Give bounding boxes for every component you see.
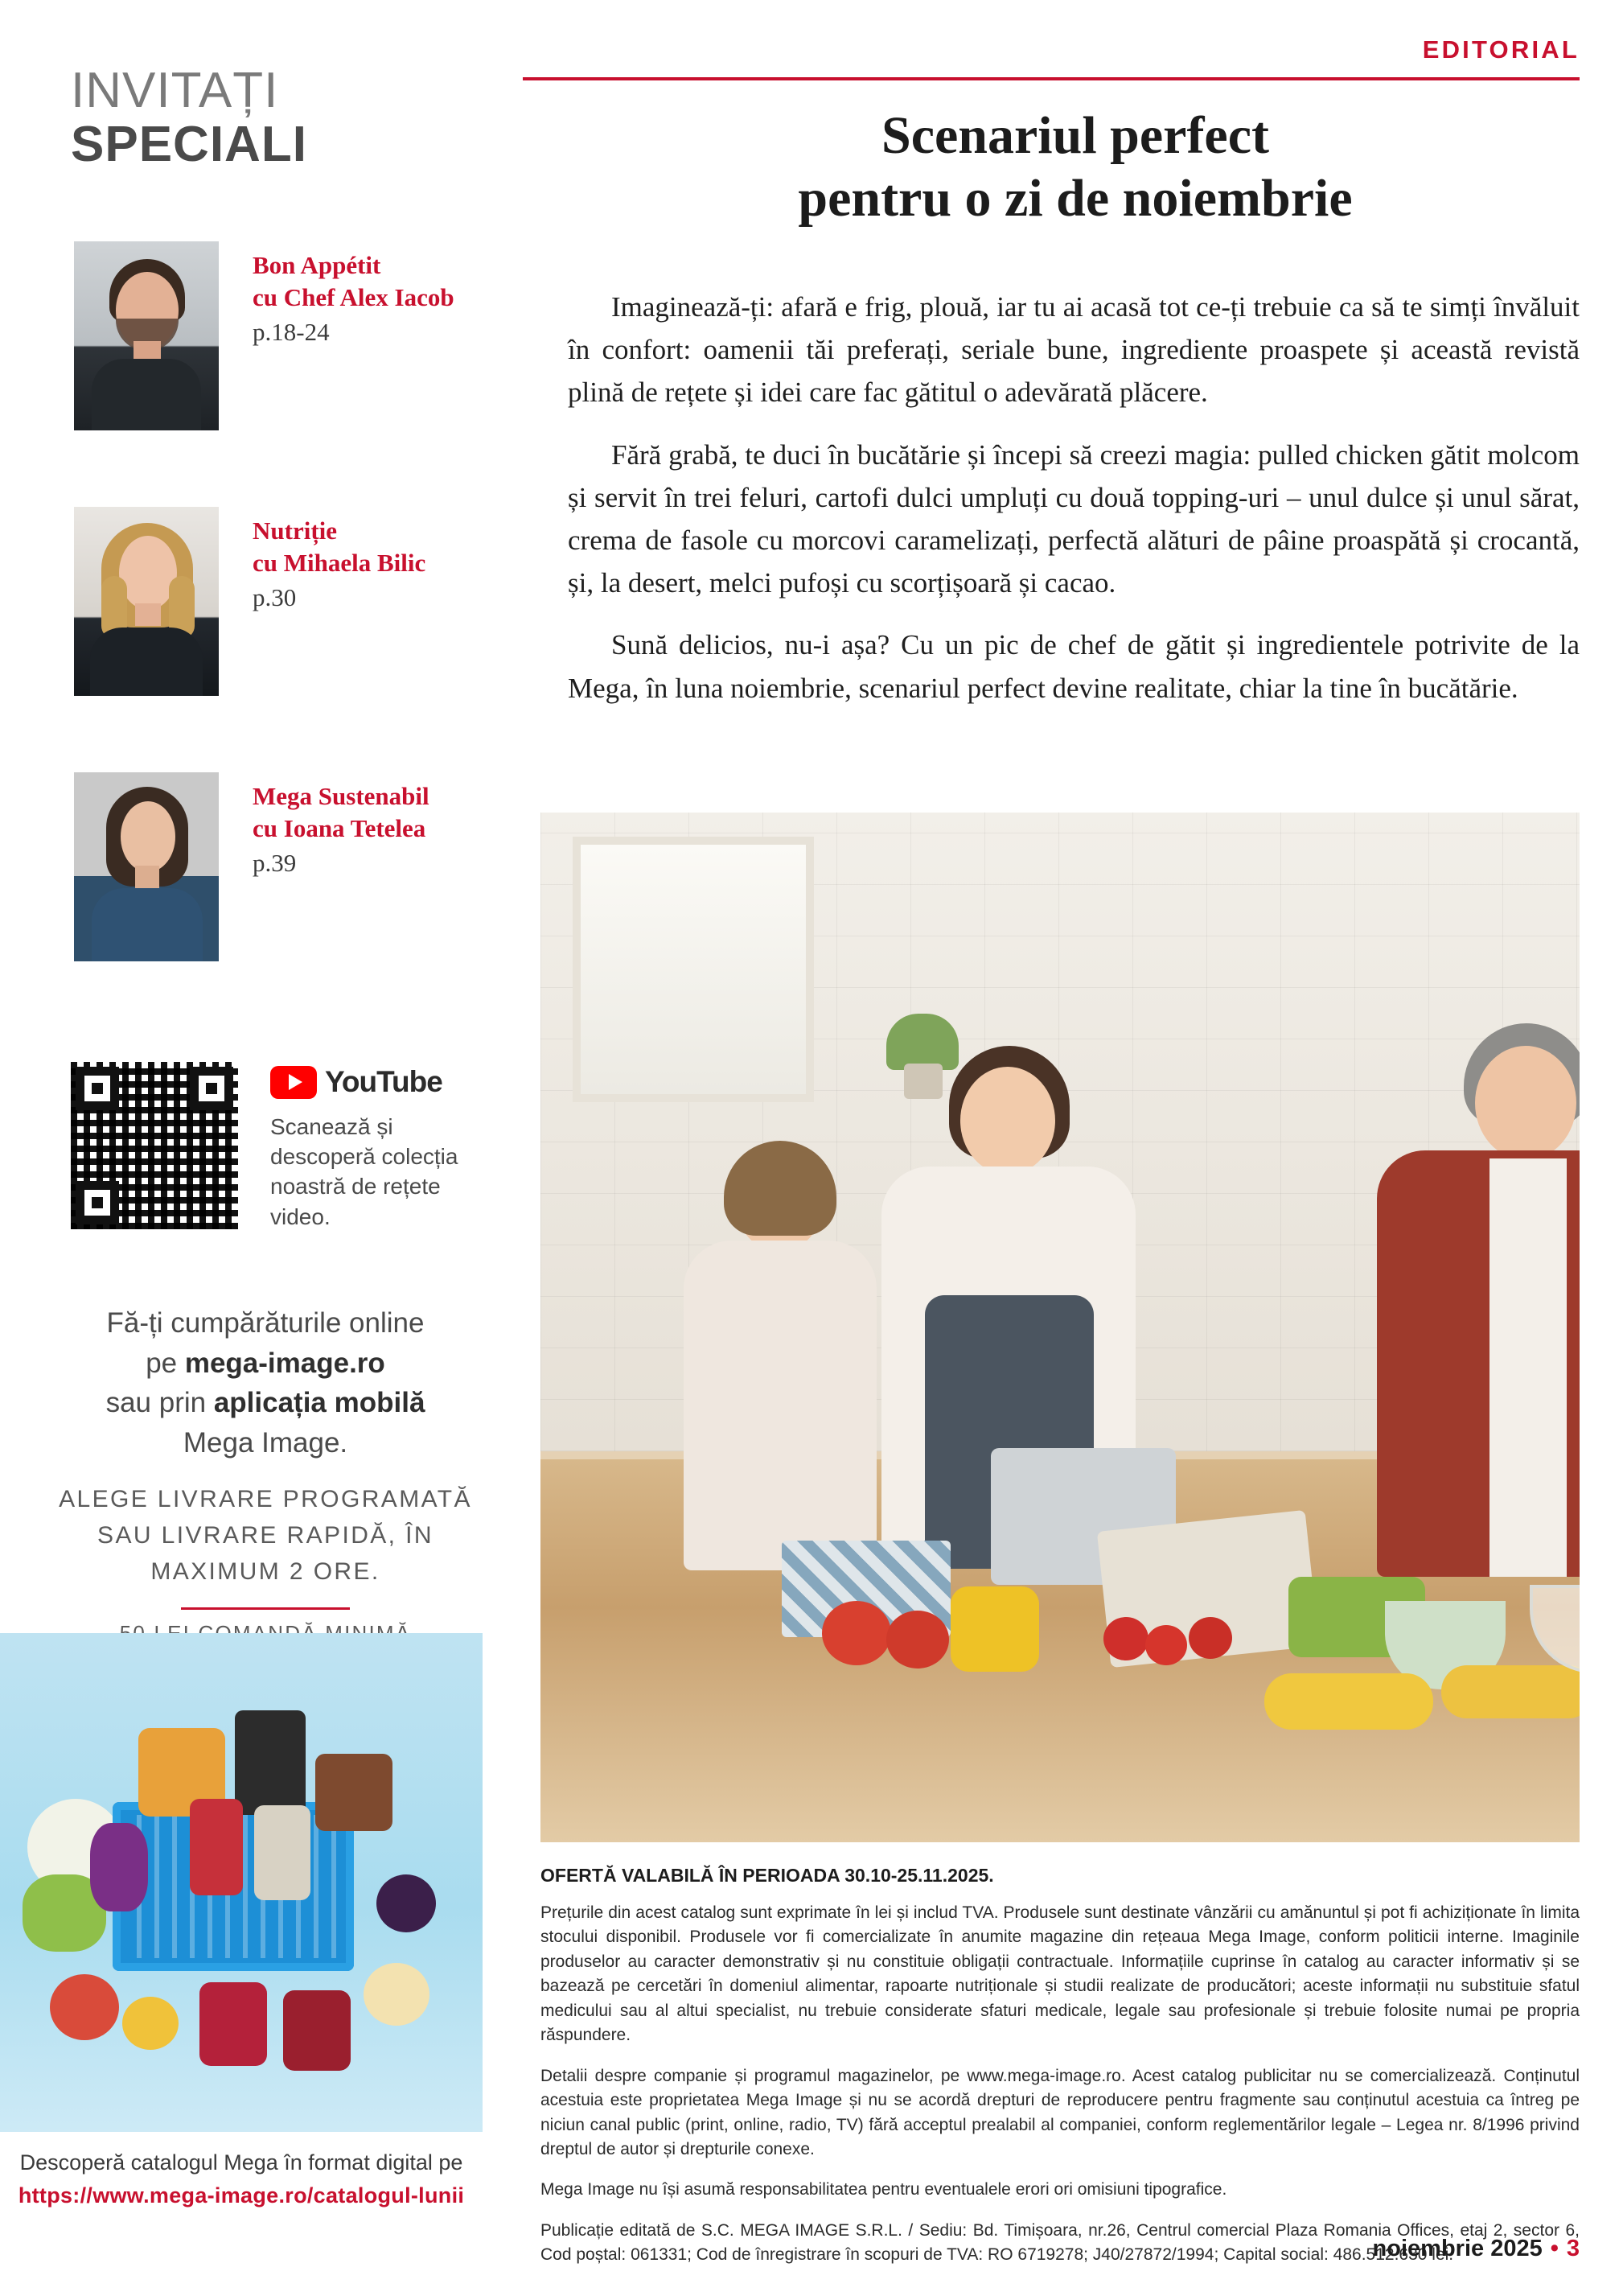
family-cooking-photo: [540, 813, 1580, 1842]
online-line-3: [48, 1383, 483, 1423]
special-guests-heading: [71, 63, 489, 173]
qr-caption: Scanează și descoperă colecția noastră de rețete video.: [270, 1114, 458, 1229]
editorial-paragraph: Imaginează-ți: afară e frig, plouă, iar tu ai acasă tot ce-ți trebuie ca să te simți învăluit în confort: oamenii tăi preferați, seriale bune, ingrediente proaspete și această revistă plină de rețete și idei care fac gătitul o adevărată plăcere.: [568, 291, 1580, 409]
online-line-1: Fă-ți cumpărăturile online: [106, 1307, 425, 1339]
editorial-tag: EDITORIAL: [1422, 35, 1580, 64]
shirt: [1489, 1158, 1567, 1577]
guest-title-line-2: cu Chef Alex Iacob: [253, 282, 454, 311]
online-app: aplicația mobilă: [213, 1387, 425, 1419]
qr-code-image[interactable]: [71, 1062, 238, 1229]
editorial-paragraph: Sună delicios, nu-i așa? Cu un pic de chef de gătit și ingredientele potrivite de la Mega, în luna noiembrie, scenariul perfect devine realitate, chiar la tine în bucătărie.: [568, 629, 1580, 704]
tomato: [822, 1601, 891, 1665]
online-shopping-block: [48, 1303, 483, 1646]
page-title-line-1: Scenariul perfect: [881, 106, 1269, 165]
heading-line-2: SPECIALI: [71, 117, 307, 172]
left-sidebar: [0, 0, 523, 2296]
cherry-tomato: [1103, 1617, 1148, 1660]
youtube-label: YouTube: [325, 1065, 442, 1098]
corn-cob: [1441, 1665, 1580, 1718]
youtube-logo[interactable]: [270, 1065, 442, 1099]
footer-separator: •: [1550, 2236, 1559, 2261]
guest-title-line-2: cu Ioana Tetelea: [253, 813, 426, 842]
editorial-body: [568, 286, 1580, 729]
page-number: 3: [1566, 2236, 1580, 2261]
page-title-line-2: pentru o zi de noiembrie: [798, 168, 1353, 228]
editorial-divider: [523, 77, 1580, 80]
guest-page-ref: p.39: [253, 849, 297, 878]
guest-photo-mihaela-bilic: [74, 507, 219, 696]
child-girl: [661, 1150, 886, 1569]
cherry-tomato: [1189, 1617, 1232, 1659]
adult-man: [1369, 1030, 1580, 1577]
delivery-note: ALEGE LIVRARE PROGRAMATĂ SAU LIVRARE RAPIDĂ, ÎN MAXIMUM 2 ORE.: [59, 1485, 472, 1585]
tomato: [886, 1611, 949, 1669]
guest-photo-alex-iacob: [74, 241, 219, 430]
legal-paragraph: Prețurile din acest catalog sunt exprimate în lei și includ TVA. Produsele sunt destinate vânzării cu amănuntul și pot fi achiziționate în limita stocului disponibil. Produsele vor fi comercializate în anumite magazine din rețeaua Mega Image, conform politicii interne. Imaginile produselor au caracter demonstrativ și nu constituie obligații contractuale. Informațiile cuprinse în catalog au caracter informativ și se bazează pe cercetări în domeniul alimentar, rapoarte nutriționale și studii realizate de producători; aceste informații nu substituie sfatul medicului sau al altui specialist, nu trebuie considerate sfaturi medicale, legale sau profesionale și trebuie folosite numai pe propria răspundere.: [540, 1903, 1580, 2045]
online-line-4: Mega Image.: [183, 1427, 348, 1459]
corn-cob: [1264, 1673, 1433, 1730]
bell-pepper: [951, 1586, 1039, 1672]
digital-catalog-note: [0, 2146, 483, 2212]
guest-photo-ioana-tetelea: [74, 772, 219, 961]
cherry-tomato: [1145, 1625, 1187, 1665]
online-line-3-prefix: sau prin: [105, 1387, 214, 1419]
guest-title-line-1: Nutriție: [253, 516, 338, 545]
offer-validity: OFERTĂ VALABILĂ ÎN PERIOADA 30.10-25.11.2025.: [540, 1865, 994, 1886]
digital-catalog-link[interactable]: https://www.mega-image.ro/catalogul-lunii: [18, 2183, 465, 2208]
kitchen-window: [573, 837, 814, 1102]
page-footer: [1373, 2236, 1580, 2262]
legal-disclaimer: [540, 1865, 1580, 2284]
online-line-2: [48, 1343, 483, 1384]
guest-text: [253, 780, 494, 878]
guest-text: [253, 249, 494, 347]
divider-rule: [181, 1607, 350, 1610]
legal-paragraph: Detalii despre companie și programul magazinelor, pe www.mega-image.ro. Acest catalog publicitar nu se comercializează. Conținutul acestuia este proprietatea Mega Image și nu se acordă drepturi de reproducere pentru fragmente sau conținutul acestuia ca întreg pe niciun canal public (print, online, radio, TV) fără acceptul prealabil al companiei, conform reglementărilor legale – Legea nr. 8/1996 privind dreptul de autor și drepturile conexe.: [540, 2066, 1580, 2158]
legal-paragraph: Publicație editată de S.C. MEGA IMAGE S.R.L. / Sediu: Bd. Timișoara, nr.26, Centrul comercial Plaza Romania Offices, etaj 2, sector 6, Cod poștal: 061331; Cod de înregistrare în scopuri de TVA: RO 6719278; J40/27872/1994; Capital social: 486.512.630 lei.: [540, 2220, 1580, 2265]
guest-title-line-2: cu Mihaela Bilic: [253, 548, 426, 577]
guest-title-line-1: Mega Sustenabil: [253, 782, 429, 810]
guest-entry[interactable]: [74, 507, 492, 708]
legal-paragraph: Mega Image nu își asumă responsabilitatea pentru eventualele erori ori omisiuni tipografice.: [540, 2180, 1227, 2199]
editorial-column: [523, 0, 1623, 2296]
guest-text: [253, 515, 494, 612]
heading-line-1: INVITAȚI: [71, 63, 279, 118]
guest-entry[interactable]: [74, 772, 492, 973]
guest-entry[interactable]: [74, 241, 492, 442]
qr-finder-bottom-left: [76, 1181, 119, 1224]
qr-finder-top-right: [190, 1067, 233, 1110]
guest-page-ref: p.30: [253, 583, 297, 612]
online-site[interactable]: mega-image.ro: [184, 1347, 385, 1379]
guest-title-line-1: Bon Appétit: [253, 251, 381, 279]
online-line-2-prefix: pe: [146, 1347, 185, 1379]
editorial-paragraph: Fără grabă, te duci în bucătărie și începi să creezi magia: pulled chicken gătit molcom și servit în trei feluri, cartofi dulci umpluți cu două topping-uri – unul dulce și unul sărat, crema de fasole cu morcovi caramelizați, perfectă alături de pâine proaspătă și crocantă, și, la desert, melci pufoși cu scorțișoară și cacao.: [568, 438, 1580, 599]
qr-finder-top-left: [76, 1067, 119, 1110]
issue-label: noiembrie 2025: [1372, 2236, 1543, 2261]
digital-catalog-caption: Descoperă catalogul Mega în format digital pe: [19, 2150, 463, 2175]
guest-page-ref: p.18-24: [253, 318, 330, 347]
youtube-play-icon: [270, 1066, 317, 1099]
grocery-basket-photo: [0, 1633, 483, 2132]
page-title: [571, 105, 1580, 230]
